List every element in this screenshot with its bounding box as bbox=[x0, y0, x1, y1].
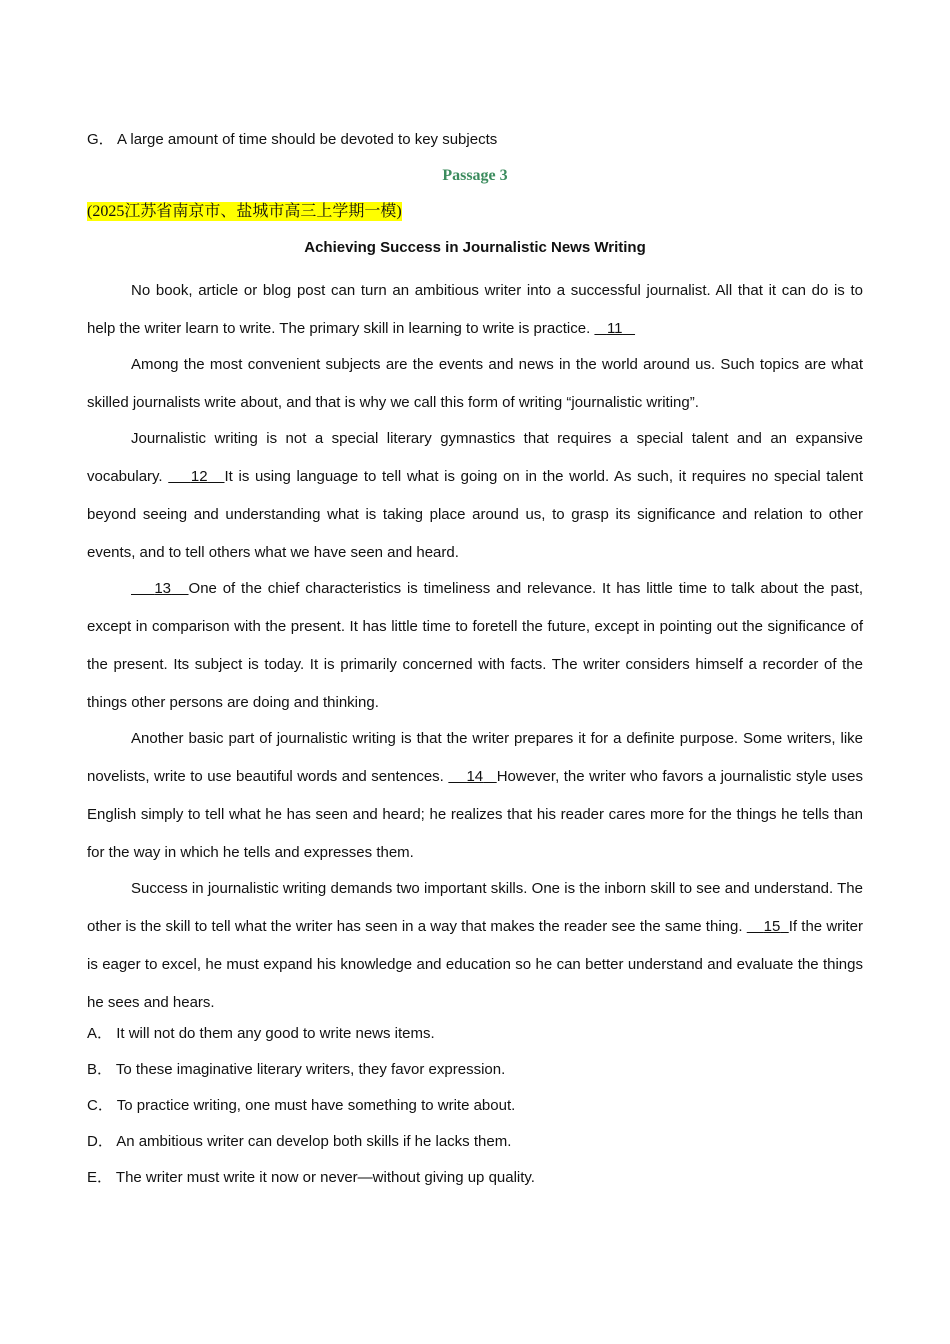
option-text: It will not do them any good to write news items. bbox=[116, 1025, 435, 1042]
paragraph-text: No book, article or blog post can turn an ambitious writer into a successful journalist. All that it can do is to help the writer learn to write. The primary skill in learning to write is practice. bbox=[87, 282, 863, 337]
blank-11 bbox=[594, 320, 635, 337]
option-b bbox=[87, 1058, 863, 1094]
option-letter: D． bbox=[87, 1133, 113, 1150]
paragraph-4 bbox=[87, 570, 863, 722]
option-letter: C． bbox=[87, 1097, 113, 1114]
option-text: The writer must write it now or never—without giving up quality. bbox=[115, 1169, 535, 1186]
option-text: To these imaginative literary writers, they favor expression. bbox=[115, 1061, 506, 1078]
page-content bbox=[87, 128, 863, 1202]
option-text: A large amount of time should be devoted to key subjects bbox=[117, 131, 498, 148]
paragraph-1 bbox=[87, 272, 863, 348]
option-a bbox=[87, 1022, 863, 1058]
option-e bbox=[87, 1166, 863, 1202]
paragraph-text: However, the writer who favors a journalistic style uses English simply to tell what he has seen and heard; he realizes that his reader cares more for the things he tells than for the way in which he tells and expresses them. bbox=[87, 768, 864, 861]
passage-title: Passage 3 bbox=[442, 167, 508, 184]
blank-number: 12 bbox=[190, 468, 208, 485]
blank-12 bbox=[168, 468, 224, 485]
option-letter: G． bbox=[87, 131, 114, 148]
article-title: Achieving Success in Journalistic News Writing bbox=[304, 239, 646, 256]
paragraph-2 bbox=[87, 346, 863, 422]
paragraph-text: If the writer is eager to excel, he must expand his knowledge and education so he can better understand and evaluate the things he sees and hears. bbox=[87, 918, 864, 1011]
blank-number: 13 bbox=[154, 580, 172, 597]
paragraph-text: One of the chief characteristics is timeliness and relevance. It has little time to talk about the past, except in comparison with the present. It has little time to foretell the future, except in pointing out the significance of the present. Its subject is today. It is primarily concerned with facts. The writer considers himself a recorder of the things other persons are doing and thinking. bbox=[87, 580, 863, 711]
paragraph-3 bbox=[87, 420, 863, 572]
paragraph-text: Success in journalistic writing demands two important skills. One is the inborn skill to see and understand. The other is the skill to tell what the writer has seen in a way that makes the reader see the same thing. bbox=[87, 880, 863, 935]
option-text: To practice writing, one must have something to write about. bbox=[116, 1097, 516, 1114]
blank-13 bbox=[131, 580, 189, 597]
option-letter: A． bbox=[87, 1025, 113, 1042]
paragraph-5 bbox=[87, 720, 863, 872]
paragraph-text: Among the most convenient subjects are the events and news in the world around us. Such topics are what skilled journalists write about, and that is why we call this form of writing “journalistic writing”. bbox=[87, 356, 863, 411]
blank-number: 14 bbox=[466, 768, 484, 785]
option-d bbox=[87, 1130, 863, 1166]
blank-14 bbox=[448, 768, 496, 785]
option-letter: B． bbox=[87, 1061, 113, 1078]
blank-number: 11 bbox=[606, 320, 623, 337]
paragraph-text: Another basic part of journalistic writing is that the writer prepares it for a definite purpose. Some writers, like novelists, write to use beautiful words and sentences. bbox=[87, 730, 863, 785]
option-c bbox=[87, 1094, 863, 1130]
source-row bbox=[87, 200, 863, 236]
paragraph-text: It is using language to tell what is going on in the world. As such, it requires no special talent beyond seeing and understanding what is taking place around us, to grasp its significance and relation to other events, and to tell others what we have seen and heard. bbox=[87, 468, 864, 561]
option-g bbox=[87, 128, 863, 164]
option-letter: E． bbox=[87, 1169, 113, 1186]
blank-number: 15 bbox=[763, 918, 781, 935]
blank-15 bbox=[747, 918, 789, 935]
option-text: An ambitious writer can develop both skills if he lacks them. bbox=[116, 1133, 512, 1150]
paragraph-text: Journalistic writing is not a special literary gymnastics that requires a special talent and an expansive vocabulary. bbox=[87, 430, 863, 485]
paragraph-6 bbox=[87, 870, 863, 1022]
source-highlight: (2025江苏省南京市、盐城市高三上学期一模) bbox=[87, 203, 402, 220]
